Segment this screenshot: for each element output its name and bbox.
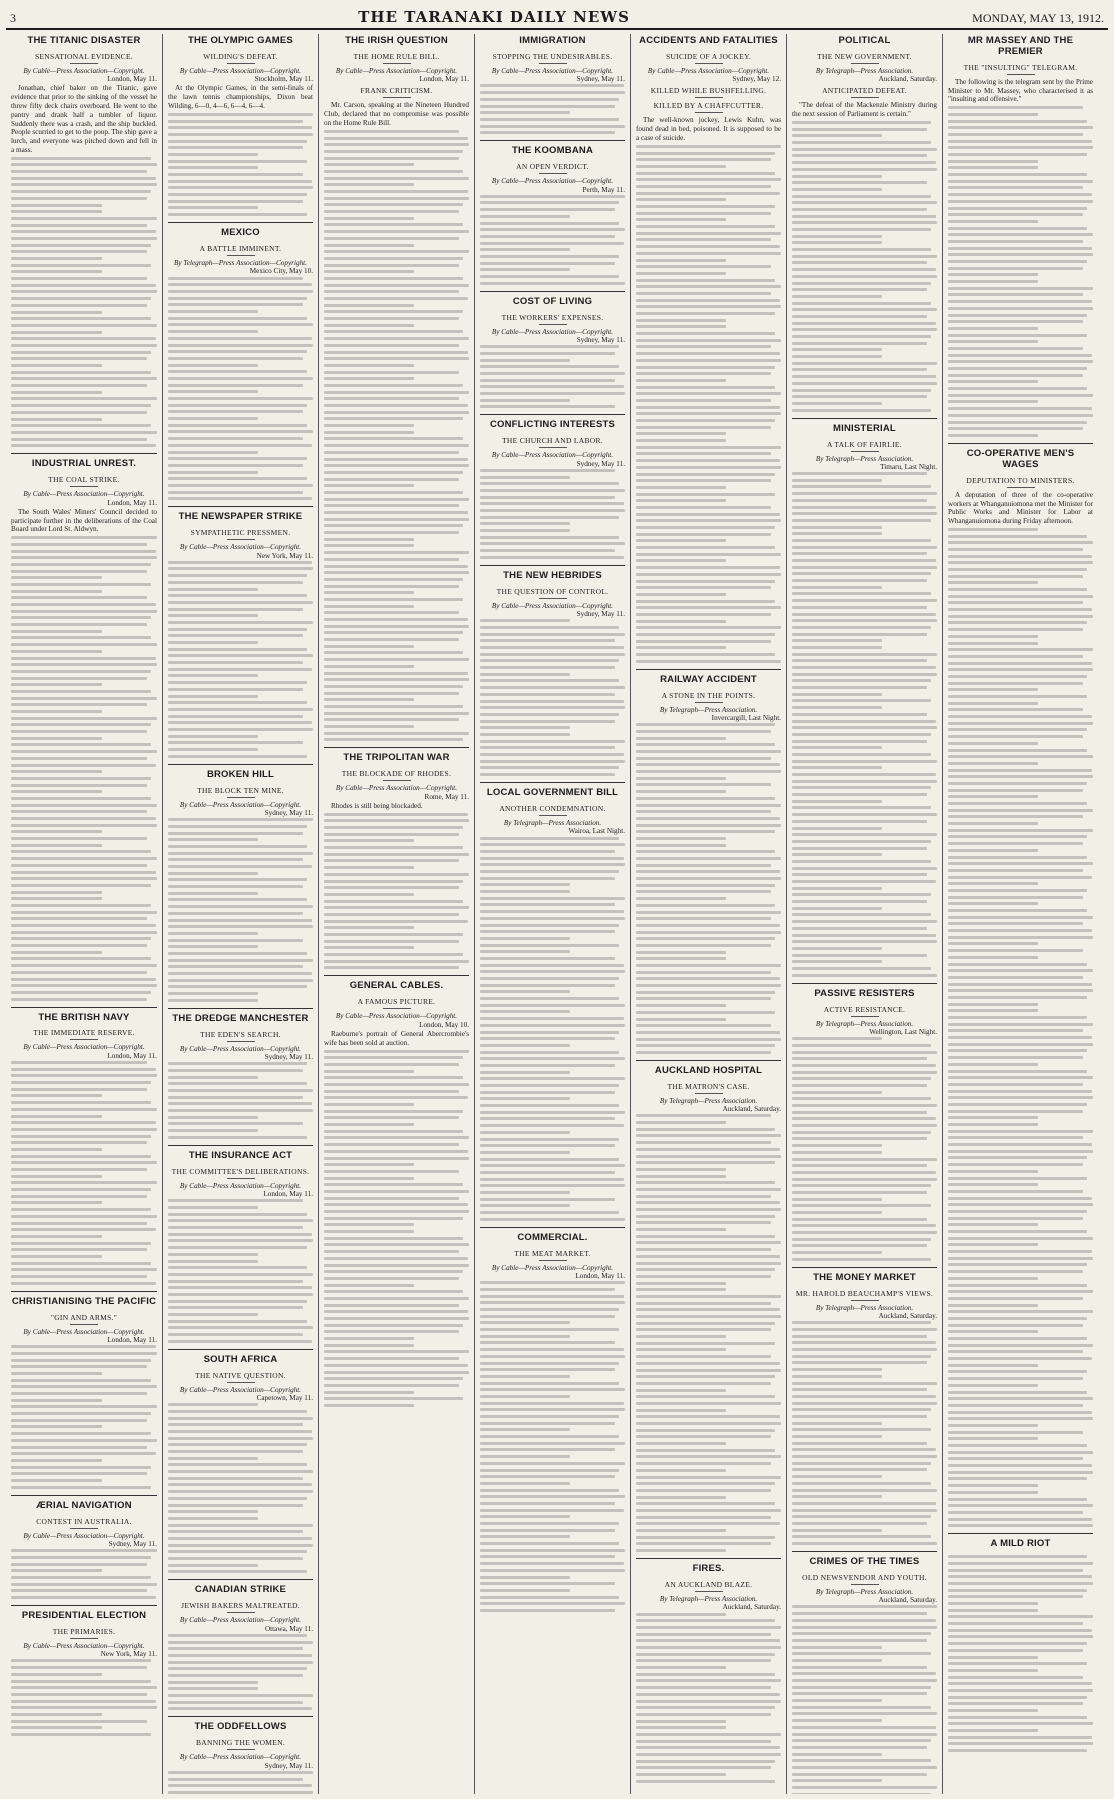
article-dateline: New York, May 11.: [256, 551, 313, 560]
article-headline: ÆRIAL NAVIGATION: [11, 1495, 157, 1512]
article-credit: By Telegraph—Press Association.: [815, 1303, 914, 1312]
article-subhead: THE "INSULTING" TELEGRAM.: [948, 63, 1093, 75]
article-headline: RAILWAY ACCIDENT: [636, 669, 781, 686]
article-headline: INDUSTRIAL UNREST.: [11, 453, 157, 470]
article-dateline: Sydney, May 11.: [576, 335, 625, 344]
article-credit: By Telegraph—Press Association.: [659, 1096, 758, 1105]
article-headline: THE DREDGE MANCHESTER: [168, 1008, 313, 1025]
article-headline: MINISTERIAL: [792, 418, 937, 435]
article-subhead: A STONE IN THE POINTS.: [636, 691, 781, 703]
article-paragraph: Mr. Carson, speaking at the Nineteen Hundred Club, declared that no compromise was possible on the Home Rule Bill.: [324, 101, 469, 128]
article-subhead: ACTIVE RESISTANCE.: [792, 1005, 937, 1017]
article: [168, 1579, 313, 1710]
article-subhead: THE HOME RULE BILL.: [324, 52, 469, 64]
article-headline: ACCIDENTS AND FATALITIES: [639, 35, 778, 46]
article-subhead: A FAMOUS PICTURE.: [324, 997, 469, 1009]
article-body-text: [636, 145, 781, 663]
article-credit: By Telegraph—Press Association.: [815, 66, 914, 75]
article-body-text: [480, 837, 625, 1221]
article-dateline: Sydney, May 11.: [108, 1539, 157, 1548]
article-paragraph: Rhodes is still being blockaded.: [331, 801, 423, 810]
article-credit: By Cable—Press Association—Copyright.: [23, 1327, 145, 1336]
article-headline: THE NEW HEBRIDES: [480, 565, 625, 582]
article-paragraph: At the Olympic Games, in the semi-finals of the lawn tennis championships, Dixon beat Wilding, 6—0, 4—6, 6—4, 6—4.: [168, 84, 313, 111]
article: [11, 1291, 157, 1489]
article-headline: THE TITANIC DISASTER: [27, 35, 141, 46]
article-body-text: [480, 1281, 625, 1612]
article-dateline: Sydney, May 11.: [576, 610, 625, 619]
article-dateline: London, May 11.: [107, 1335, 157, 1344]
article: [11, 1605, 157, 1736]
article-body-text: [324, 130, 469, 742]
article: [636, 669, 781, 1054]
article-subhead: SYMPATHETIC PRESSMEN.: [168, 528, 313, 540]
article: [11, 34, 157, 447]
article: [168, 1716, 313, 1794]
article-dateline: Auckland, Saturday.: [878, 1596, 937, 1605]
article-headline: MEXICO: [168, 222, 313, 239]
article-subhead: THE BLOCK TEN MINE.: [168, 786, 313, 798]
article-headline: PRESIDENTIAL ELECTION: [11, 1605, 157, 1622]
article-dateline: Wairoa, Last Night.: [568, 827, 625, 836]
article: [168, 1349, 313, 1574]
article-dateline: London, May 11.: [419, 75, 469, 84]
article-subhead: THE COMMITTEE'S DELIBERATIONS.: [168, 1167, 313, 1179]
article-headline: CRIMES OF THE TIMES: [792, 1551, 937, 1568]
article-credit: By Cable—Press Association—Copyright.: [23, 1641, 145, 1650]
article-subhead: BANNING THE WOMEN.: [168, 1738, 313, 1750]
article: [480, 414, 625, 558]
article: [480, 782, 625, 1221]
article-body-text: [168, 1634, 313, 1711]
article-subhead: FRANK CRITICISM.: [324, 86, 469, 98]
article-paragraph: The well-known jockey, Lewis Kuhn, was found dead in bed, poisoned. It is supposed to be a case of suicide.: [636, 116, 781, 143]
article: [792, 418, 937, 977]
article-body-text: [168, 277, 313, 501]
article-paragraph: Jonathan, chief baker on the Titanic, gave evidence that prior to the sinking of the vessel he threw fifty deck chairs overboard. He went to the pantry and drank half a tumbler of liquor. Suddenly there was a crash, and the ship buckled. People scurried to get to the poop. The ship gave a lurch, and everyone was pitched down and fell in a mass.: [11, 84, 157, 154]
article-credit: By Cable—Press Association—Copyright.: [491, 601, 614, 610]
article-subhead: SENSATIONAL EVIDENCE.: [11, 52, 157, 64]
article-headline: LOCAL GOVERNMENT BILL: [480, 782, 625, 799]
article-body-text: [11, 1061, 157, 1285]
article: [480, 291, 625, 409]
article: [636, 1060, 781, 1552]
article: [948, 34, 1093, 437]
article-paragraph: The South Wales' Miners' Council decided to participate further in the deliberations of the Coal Board under Lord St. Aldwyn.: [11, 507, 157, 534]
column-7: [942, 34, 1098, 1794]
columns: [6, 34, 1108, 1794]
article-dateline: Wellington, Last Night.: [869, 1027, 937, 1036]
article-dateline: Sydney, May 12.: [732, 75, 781, 84]
article-subhead: MR. HAROLD BEAUCHAMP'S VIEWS.: [792, 1289, 937, 1301]
page-number: 3: [10, 11, 16, 25]
article-dateline: Rome, May 11.: [424, 792, 469, 801]
article-paragraph: "The defeat of the Mackenzie Ministry during the next session of Parliament is certain.": [792, 101, 937, 119]
article: [480, 140, 625, 284]
article-body-text: [792, 1037, 937, 1261]
article-headline: COMMERCIAL.: [480, 1227, 625, 1244]
article-dateline: London, May 11.: [107, 1051, 157, 1060]
article-dateline: Sydney, May 11.: [264, 1761, 313, 1770]
article-headline: THE NEWSPAPER STRIKE: [168, 506, 313, 523]
article-credit: By Cable—Press Association—Copyright.: [179, 1616, 302, 1625]
article-body-text: [11, 536, 157, 1000]
article: [11, 1007, 157, 1285]
article-credit: By Telegraph—Press Association.: [659, 1595, 758, 1604]
article: [480, 1227, 625, 1612]
article-dateline: New York, May 11.: [100, 1650, 157, 1659]
article-body-text: [168, 1771, 313, 1794]
article-body-text: [11, 1659, 157, 1736]
article-headline: COST OF LIVING: [480, 291, 625, 308]
article-subhead: "GIN AND ARMS.": [11, 1313, 157, 1325]
column-5: [630, 34, 786, 1794]
article: [792, 1551, 937, 1794]
article-credit: By Cable—Press Association—Copyright.: [179, 543, 302, 552]
article-body-text: [948, 528, 1093, 1527]
article: [168, 506, 313, 757]
article-body-text: [11, 1549, 157, 1599]
article-body-text: [168, 1199, 313, 1342]
article: [11, 1495, 157, 1599]
article-paragraph: Raeburne's portrait of General Abercrombie's wife has been sold at auction.: [324, 1029, 469, 1047]
article-credit: By Cable—Press Association—Copyright.: [179, 1385, 302, 1394]
article-subhead: THE PRIMARIES.: [11, 1627, 157, 1639]
article: [792, 1267, 937, 1545]
article-headline: THE ODDFELLOWS: [168, 1716, 313, 1733]
article: [168, 34, 313, 216]
article-body-text: [948, 1555, 1093, 1752]
article-body-text: [636, 1114, 781, 1552]
article-credit: By Telegraph—Press Association—Copyright.: [174, 259, 307, 268]
article-subhead: AN OPEN VERDICT.: [480, 162, 625, 174]
article-dateline: Auckland, Saturday.: [878, 1312, 937, 1321]
article-dateline: Auckland, Saturday.: [722, 1603, 781, 1612]
article-dateline: Auckland, Saturday.: [878, 75, 937, 84]
article: [324, 34, 469, 741]
article-body-text: [480, 345, 625, 408]
article-subhead: THE WORKERS' EXPENSES.: [480, 313, 625, 325]
article-dateline: Timaru, Last Night.: [880, 462, 937, 471]
article-credit: By Telegraph—Press Association.: [659, 705, 758, 714]
article-body-text: [480, 469, 625, 559]
article-dateline: Auckland, Saturday.: [722, 1105, 781, 1114]
article-subhead: DEPUTATION TO MINISTERS.: [948, 476, 1093, 488]
article-dateline: London, May 10.: [419, 1020, 469, 1029]
article-dateline: Invercargill, Last Night.: [711, 713, 781, 722]
article-credit: By Cable—Press Association—Copyright.: [491, 177, 614, 186]
article-headline: THE MONEY MARKET: [792, 1267, 937, 1284]
article-headline: POLITICAL: [838, 35, 891, 46]
article-headline: THE BRITISH NAVY: [11, 1007, 157, 1024]
article-credit: By Telegraph—Press Association.: [815, 1019, 914, 1028]
article-credit: By Cable—Press Association—Copyright.: [179, 66, 302, 75]
article-body-text: [480, 195, 625, 285]
article-subhead: THE EDEN'S SEARCH.: [168, 1030, 313, 1042]
article-subhead: THE MEAT MARKET.: [480, 1249, 625, 1261]
article-body-text: [324, 1050, 469, 1407]
article-headline: A MILD RIOT: [948, 1533, 1093, 1550]
article-headline: GENERAL CABLES.: [324, 975, 469, 992]
column-6: [786, 34, 942, 1794]
article-headline: MR MASSEY AND THE PREMIER: [967, 35, 1074, 57]
article-subhead: SUICIDE OF A JOCKEY.: [636, 52, 781, 64]
article-credit: By Cable—Press Association—Copyright.: [23, 1531, 145, 1540]
article-body-text: [168, 818, 313, 1002]
issue-date: MONDAY, MAY 13, 1912.: [972, 11, 1104, 25]
article-body-text: [168, 113, 313, 216]
article-credit: By Cable—Press Association—Copyright.: [491, 451, 614, 460]
article-body-text: [168, 1403, 313, 1573]
article-credit: By Cable—Press Association—Copyright.: [23, 66, 145, 75]
article-subhead: THE CHURCH AND LABOR.: [480, 436, 625, 448]
article-credit: By Telegraph—Press Association.: [815, 454, 914, 463]
article-credit: By Cable—Press Association—Copyright.: [491, 327, 614, 336]
article-body-text: [480, 619, 625, 776]
newspaper-title: THE TARANAKI DAILY NEWS: [358, 8, 630, 26]
article-headline: THE TRIPOLITAN WAR: [324, 747, 469, 764]
column-4: [474, 34, 630, 1794]
article-body-text: [480, 84, 625, 134]
article-credit: By Cable—Press Association—Copyright.: [179, 1753, 302, 1762]
article: [792, 34, 937, 412]
article: [324, 975, 469, 1406]
article: [11, 453, 157, 1000]
article-subhead: THE QUESTION OF CONTROL.: [480, 587, 625, 599]
article-credit: By Cable—Press Association—Copyright.: [491, 1263, 614, 1272]
article-subhead: WILDING'S DEFEAT.: [168, 52, 313, 64]
article-credit: By Cable—Press Association—Copyright.: [335, 784, 458, 793]
article-headline: CHRISTIANISING THE PACIFIC: [11, 1291, 157, 1308]
article-body-text: [948, 106, 1093, 437]
article-dateline: Capetown, May 11.: [256, 1393, 313, 1402]
article-subhead: CONTEST IN AUSTRALIA.: [11, 1517, 157, 1529]
article-body-text: [324, 813, 469, 970]
article-headline: CANADIAN STRIKE: [168, 1579, 313, 1596]
article-subhead: THE MATRON'S CASE.: [636, 1082, 781, 1094]
article-dateline: London, May 11.: [107, 75, 157, 84]
article-dateline: London, May 11.: [575, 1271, 625, 1280]
article-headline: IMMIGRATION: [519, 35, 586, 46]
article-headline: THE IRISH QUESTION: [345, 35, 448, 46]
column-1: [6, 34, 162, 1794]
article-dateline: Sydney, May 11.: [576, 75, 625, 84]
article-paragraph: The following is the telegram sent by the Prime Minister to Mr. Massey, who characterised it as "insulting and offensive.": [948, 77, 1093, 104]
article: [948, 1533, 1093, 1752]
article-dateline: London, May 11.: [263, 1190, 313, 1199]
article-dateline: London, May 11.: [107, 498, 157, 507]
article: [636, 1558, 781, 1783]
column-3: [318, 34, 474, 1794]
article: [636, 34, 781, 663]
article-body-text: [792, 121, 937, 412]
article-headline: BROKEN HILL: [168, 764, 313, 781]
article-subhead: AN AUCKLAND BLAZE.: [636, 1580, 781, 1592]
article-dateline: Sydney, May 11.: [576, 459, 625, 468]
article-body-text: [11, 157, 157, 448]
article-body-text: [11, 1345, 157, 1488]
article: [168, 1008, 313, 1139]
article-body-text: [168, 1062, 313, 1139]
article-subhead: STOPPING THE UNDESIRABLES.: [480, 52, 625, 64]
article-subhead: THE IMMEDIATE RESERVE.: [11, 1028, 157, 1040]
article-headline: SOUTH AFRICA: [168, 1349, 313, 1366]
article-credit: By Cable—Press Association—Copyright.: [335, 66, 458, 75]
article-credit: By Telegraph—Press Association.: [503, 819, 602, 828]
article-subhead: A TALK OF FAIRLIE.: [792, 440, 937, 452]
article-body-text: [636, 723, 781, 1054]
article-dateline: Perth, May 11.: [582, 185, 625, 194]
article-credit: By Cable—Press Association—Copyright.: [23, 490, 145, 499]
article-credit: By Cable—Press Association—Copyright.: [179, 800, 302, 809]
article: [480, 34, 625, 134]
article: [168, 1145, 313, 1343]
article-headline: FIRES.: [636, 1558, 781, 1575]
article-credit: By Telegraph—Press Association.: [815, 1587, 914, 1596]
article-headline: CONFLICTING INTERESTS: [480, 414, 625, 431]
article-subhead: ANTICIPATED DEFEAT.: [792, 86, 937, 98]
article-subhead: THE BLOCKADE OF RHODES.: [324, 769, 469, 781]
article: [168, 764, 313, 1002]
article: [792, 983, 937, 1261]
article-subhead: THE NATIVE QUESTION.: [168, 1371, 313, 1383]
article-headline: THE OLYMPIC GAMES: [188, 35, 293, 46]
article-paragraph: A deputation of three of the co-operative workers at Whanganuiomona met the Minister for Public Works and Minister for Labor at Whanganuiomona during Friday afternoon.: [948, 490, 1093, 526]
article: [948, 443, 1093, 1527]
article-credit: By Cable—Press Association—Copyright.: [23, 1043, 145, 1052]
article-credit: By Cable—Press Association—Copyright.: [179, 1181, 302, 1190]
article-subhead: A BATTLE IMMINENT.: [168, 244, 313, 256]
article-dateline: Sydney, May 11.: [264, 808, 313, 817]
column-2: [162, 34, 318, 1794]
article: [324, 747, 469, 969]
article: [168, 222, 313, 500]
article-headline: THE INSURANCE ACT: [168, 1145, 313, 1162]
article-dateline: Mexico City, May 10.: [249, 267, 313, 276]
article-credit: By Cable—Press Association—Copyright.: [179, 1044, 302, 1053]
article-subhead: KILLED BY A CHAFFCUTTER.: [636, 101, 781, 113]
article-headline: AUCKLAND HOSPITAL: [636, 1060, 781, 1077]
article-credit: By Cable—Press Association—Copyright.: [491, 66, 614, 75]
article-headline: THE KOOMBANA: [480, 140, 625, 157]
article-body-text: [792, 472, 937, 977]
article-subhead: THE COAL STRIKE.: [11, 475, 157, 487]
article-subhead: KILLED WHILE BUSHFELLING.: [636, 86, 781, 98]
article-dateline: Stockholm, May 11.: [254, 75, 313, 84]
article-dateline: Sydney, May 11.: [264, 1052, 313, 1061]
article-subhead: THE NEW GOVERNMENT.: [792, 52, 937, 64]
article-body-text: [792, 1605, 937, 1794]
article-subhead: OLD NEWSVENDOR AND YOUTH.: [792, 1573, 937, 1585]
article-body-text: [168, 561, 313, 758]
article-credit: By Cable—Press Association—Copyright.: [335, 1012, 458, 1021]
article-body-text: [792, 1321, 937, 1545]
article-subhead: ANOTHER CONDEMNATION.: [480, 804, 625, 816]
article-body-text: [636, 1613, 781, 1783]
masthead: [6, 4, 1108, 30]
article-dateline: Ottawa, May 11.: [264, 1624, 313, 1633]
article-headline: CO-OPERATIVE MEN'S WAGES: [948, 443, 1093, 471]
article-subhead: JEWISH BAKERS MALTREATED.: [168, 1601, 313, 1613]
article: [480, 565, 625, 776]
article-credit: By Cable—Press Association—Copyright.: [647, 66, 770, 75]
article-headline: PASSIVE RESISTERS: [792, 983, 937, 1000]
